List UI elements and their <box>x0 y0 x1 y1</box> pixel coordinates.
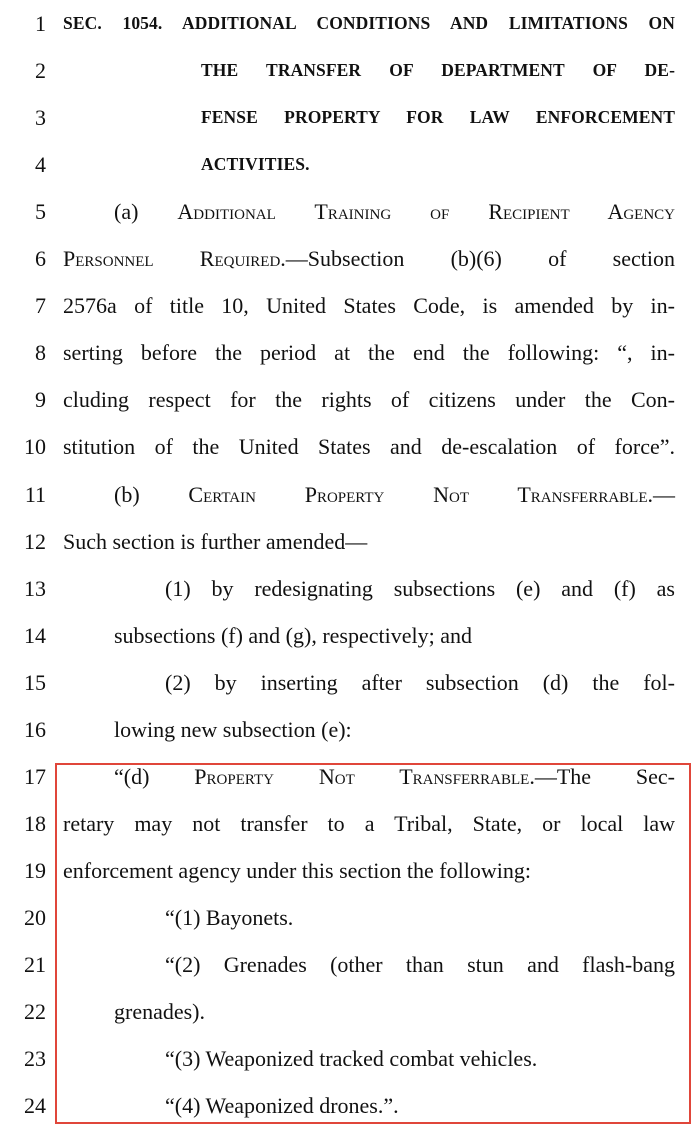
line-number: 19 <box>24 857 46 883</box>
line-text <box>114 706 675 753</box>
bill-line <box>0 565 697 612</box>
text-run: Such section is further amended— <box>63 528 368 554</box>
bill-line <box>0 188 697 235</box>
line-text <box>114 471 675 518</box>
bill-line <box>0 0 697 47</box>
line-text <box>63 329 675 376</box>
text-run: (2) by inserting after subsection (d) the fol- <box>165 669 675 695</box>
line-number: 3 <box>35 105 46 131</box>
text-run: “(4) Weaponized drones.”. <box>165 1093 399 1119</box>
line-number: 10 <box>24 434 46 460</box>
line-text <box>201 141 675 188</box>
line-number: 6 <box>35 246 46 272</box>
bill-line <box>0 612 697 659</box>
line-number: 13 <box>24 575 46 601</box>
text-run: “(2) Grenades (other than stun and flash-bang <box>165 952 675 977</box>
text-run: retary may not transfer to a Tribal, State, or local law <box>63 810 675 836</box>
bill-line <box>0 423 697 470</box>
text-run: (a) <box>114 199 178 225</box>
bill-line <box>0 141 697 188</box>
line-number: 24 <box>24 1093 46 1119</box>
bill-line <box>0 329 697 376</box>
bill-line <box>0 235 697 282</box>
line-number: 12 <box>24 528 46 554</box>
text-run: lowing new subsection (e): <box>114 716 352 742</box>
text-run: serting before the period at the end the following: “, in- <box>63 340 675 366</box>
small-caps-heading: Additional Training of Recipient Agency <box>177 199 675 225</box>
text-run: “(3) Weaponized tracked combat vehicles. <box>165 1046 538 1072</box>
text-run: “(1) Bayonets. <box>165 904 294 930</box>
bill-line <box>0 706 697 753</box>
text-run: FENSE PROPERTY FOR LAW ENFORCEMENT <box>201 107 675 128</box>
line-text <box>63 518 675 565</box>
line-number: 1 <box>35 11 46 36</box>
bill-line <box>0 376 697 423</box>
line-text <box>165 565 675 612</box>
text-run: —Subsection (b)(6) of section <box>285 246 675 272</box>
text-run: cluding respect for the rights of citizens under the Con- <box>63 387 675 413</box>
line-number: 7 <box>35 293 46 319</box>
line-number: 23 <box>24 1046 46 1072</box>
line-text <box>201 94 675 141</box>
text-run: enforcement agency under this section the following: <box>63 857 531 883</box>
line-text <box>63 0 675 47</box>
line-number: 4 <box>35 152 46 178</box>
line-text <box>63 423 675 470</box>
line-number: 2 <box>35 58 46 84</box>
text-run: SEC. 1054. ADDITIONAL CONDITIONS AND LIMITATIONS ON <box>63 13 675 33</box>
line-number: 21 <box>24 952 46 977</box>
text-run: stitution of the United States and de-escalation of force”. <box>63 434 675 460</box>
bill-line <box>0 518 697 565</box>
line-text <box>165 659 675 706</box>
bill-line <box>0 47 697 94</box>
line-number: 22 <box>24 999 46 1025</box>
line-number: 14 <box>24 622 46 648</box>
text-run: —The Sec- <box>534 763 676 789</box>
bill-line <box>0 94 697 141</box>
bill-line <box>0 471 697 518</box>
line-text <box>63 376 675 423</box>
bill-line <box>0 659 697 706</box>
text-run: THE TRANSFER OF DEPARTMENT OF DE- <box>201 60 675 81</box>
small-caps-heading: Personnel Required. <box>63 246 286 272</box>
line-number: 9 <box>35 387 46 413</box>
text-run: “(d) <box>114 763 195 789</box>
text-run: grenades). <box>114 999 206 1025</box>
small-caps-heading: Property Not Transferrable. <box>194 763 535 789</box>
line-number: 15 <box>24 669 46 695</box>
line-text <box>63 235 675 282</box>
line-number: 5 <box>35 199 46 225</box>
bill-line <box>0 282 697 329</box>
text-run: (1) by redesignating subsections (e) and (f) as <box>165 575 675 601</box>
line-number: 8 <box>35 340 46 366</box>
highlight-box <box>55 763 691 1124</box>
line-number: 20 <box>24 904 46 930</box>
line-number: 17 <box>24 763 46 789</box>
text-run: 2576a of title 10, United States Code, is amended by in- <box>63 293 675 319</box>
line-text <box>114 612 675 659</box>
small-caps-heading: Certain Property Not Transferrable. <box>188 481 653 507</box>
line-number: 16 <box>24 716 46 742</box>
text-run: — <box>653 481 675 507</box>
text-run: ACTIVITIES. <box>201 154 310 175</box>
text-run: subsections (f) and (g), respectively; and <box>114 622 472 648</box>
line-text <box>63 282 675 329</box>
line-number: 11 <box>24 481 46 507</box>
line-text <box>114 188 675 235</box>
line-text <box>201 47 675 94</box>
text-run: (b) <box>114 481 189 507</box>
line-number: 18 <box>24 810 46 836</box>
